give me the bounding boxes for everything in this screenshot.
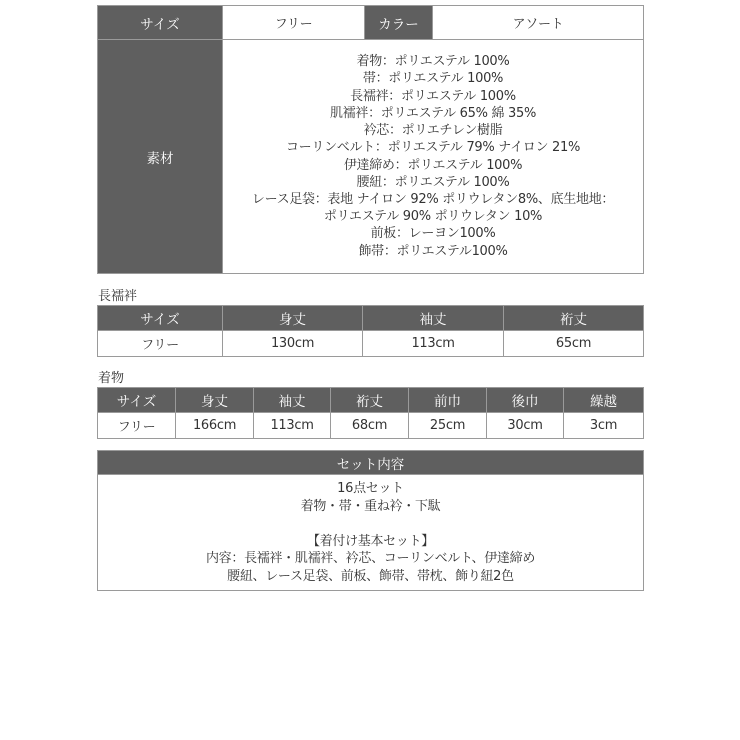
table-cell: 30cm (487, 413, 564, 439)
table-cell: フリー (98, 331, 223, 357)
table-cell: 68cm (331, 413, 409, 439)
material-cell (223, 40, 644, 274)
table-cell: 65cm (504, 331, 644, 357)
set-line: 【着付け基本セット】 (306, 533, 434, 549)
material-line: 着物：ポリエステル 100% (356, 54, 510, 70)
table-cell: 3cm (564, 413, 644, 439)
material-line: 肌襦袢：ポリエステル 65% 綿 35% (329, 105, 537, 121)
material-label: 素材 (98, 40, 223, 274)
table-cell: 166cm (176, 413, 254, 439)
table-row (98, 331, 644, 357)
column-header: 繰越 (564, 388, 644, 413)
column-header: 裄丈 (331, 388, 409, 413)
table-cell: 113cm (363, 331, 504, 357)
material-line: 長襦袢：ポリエステル 100% (350, 88, 516, 104)
material-line: レース足袋：表地 ナイロン 92% ポリウレタン8%、底生地地： (251, 191, 615, 207)
color-value: アソート (433, 6, 644, 40)
set-table (97, 450, 644, 591)
column-header: サイズ (98, 306, 223, 331)
nagajuban-table (97, 305, 644, 357)
kimono-title: 着物 (98, 371, 125, 386)
column-header: 後巾 (487, 388, 564, 413)
set-line: 着物・帯・重ね衿・下駄 (300, 498, 441, 514)
spec-section (97, 5, 644, 274)
column-header: 身丈 (176, 388, 254, 413)
kimono-section (97, 370, 644, 439)
table-header-row (98, 306, 644, 331)
column-header: サイズ (98, 388, 176, 413)
set-line: 腰紐、レース足袋、前板、飾帯、帯枕、飾り紐2色 (227, 568, 514, 584)
material-line: ポリエステル 90% ポリウレタン 10% (323, 209, 543, 225)
material-line: 腰紐：ポリエステル 100% (356, 174, 510, 190)
material-line: 飾帯：ポリエステル100% (358, 243, 508, 259)
size-value: フリー (223, 6, 365, 40)
set-line: 16点セット (337, 481, 404, 496)
table-header-row (98, 388, 644, 413)
material-line: 帯：ポリエステル 100% (362, 71, 504, 87)
nagajuban-section (97, 288, 644, 357)
column-header: 身丈 (223, 306, 363, 331)
set-header: セット内容 (98, 451, 644, 475)
set-section (97, 450, 644, 591)
table-cell: 25cm (409, 413, 487, 439)
table-cell: 113cm (254, 413, 331, 439)
column-header: 裄丈 (504, 306, 644, 331)
kimono-table (97, 387, 644, 439)
column-header: 袖丈 (254, 388, 331, 413)
color-label: カラー (365, 6, 433, 40)
table-cell: フリー (98, 413, 176, 439)
material-line: コーリンベルト：ポリエステル 79% ナイロン 21% (285, 140, 580, 156)
column-header: 袖丈 (363, 306, 504, 331)
material-line: 衿芯：ポリエチレン樹脂 (363, 123, 503, 139)
material-list (223, 50, 643, 262)
material-line: 前板：レーヨン100% (370, 226, 496, 242)
set-contents (98, 475, 644, 591)
table-cell: 130cm (223, 331, 363, 357)
table-row (98, 413, 644, 439)
column-header: 前巾 (409, 388, 487, 413)
material-line: 伊達締め：ポリエステル 100% (343, 157, 523, 173)
set-line: 内容：長襦袢・肌襦袢、衿芯、コーリンベルト、伊達締め (205, 551, 536, 566)
spec-table (97, 5, 644, 274)
nagajuban-title: 長襦袢 (98, 289, 138, 304)
size-label: サイズ (98, 6, 223, 40)
